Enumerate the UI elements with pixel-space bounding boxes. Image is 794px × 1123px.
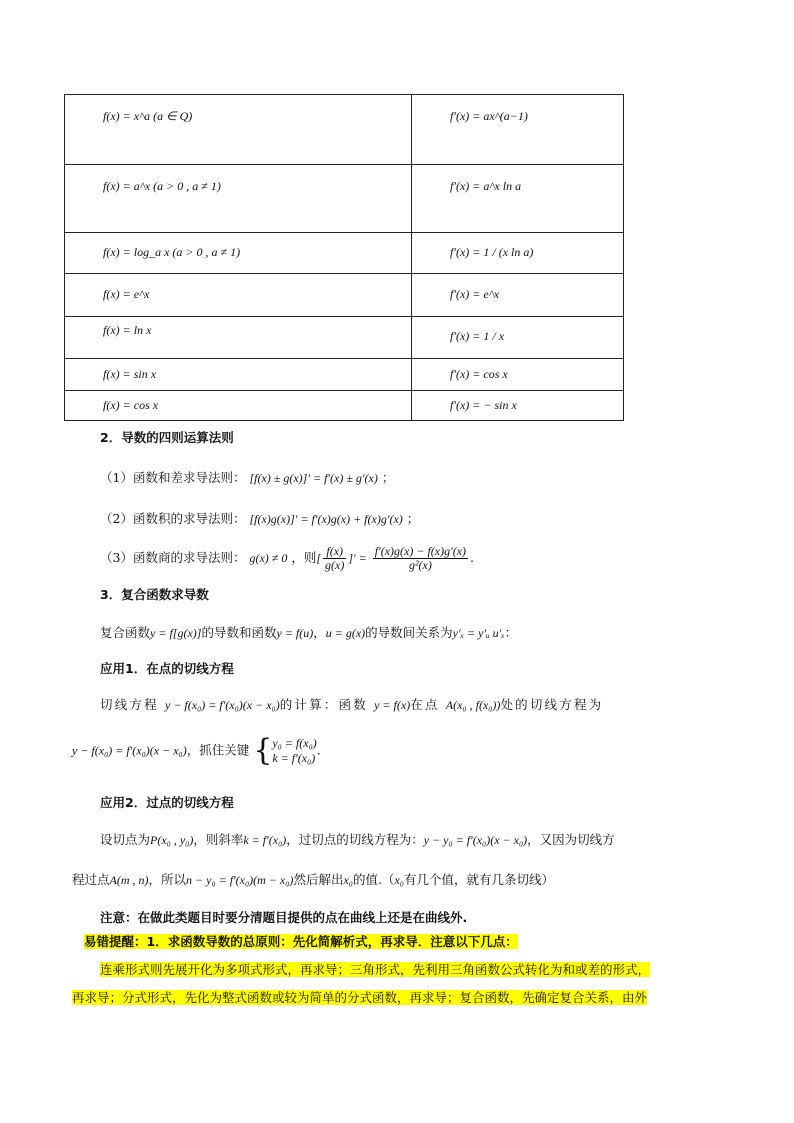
table-cell-right: f′(x) = a^x ln a bbox=[450, 179, 522, 193]
rule-label: （1）函数和差求导法则： bbox=[100, 470, 246, 485]
fraction: $\frac{f'(x)g(x) - f(x)g'(x)}{\text{g²(x)}}$ bbox=[374, 544, 467, 572]
paragraph: y − f(x₀) = f′(x₀)(x − x₀)，抓住关键 { y₀ = f(x₀) k = f′(x₀) . bbox=[72, 733, 321, 768]
table-cell-left: f(x) = a^x (a > 0 , a ≠ 1) bbox=[103, 179, 221, 193]
rule-label: （2）函数积的求导法则： bbox=[100, 511, 246, 526]
table-row bbox=[65, 95, 624, 165]
section-heading: 2．导数的四则运算法则 bbox=[100, 430, 234, 445]
rule-formula: [f(x)g(x)]′ = f′(x)g(x) + f(x)g′(x) bbox=[249, 512, 403, 526]
table-cell-left: f(x) = cos x bbox=[103, 398, 159, 412]
table-row bbox=[65, 391, 624, 421]
paragraph: 复合函数y = f[g(x)]的导数和函数y = f(u)，u = g(x)的导数间关系为y′ₓ = y′ᵤ u′ₓ： bbox=[100, 625, 518, 640]
rule-formula: [f(x) ± g(x)]′ = f′(x) ± g′(x) bbox=[249, 471, 378, 485]
section-heading: 3．复合函数求导数 bbox=[100, 587, 209, 602]
rule-condition: g(x) ≠ 0 bbox=[249, 551, 288, 565]
paragraph: 切线方程 y − f(x₀) = f′(x₀)(x − x₀)的计算：函数 y = f(x)在点 A(x₀ , f(x₀))处的切线方程为 bbox=[100, 697, 604, 712]
rule-line: （3）函数商的求导法则： g(x) ≠ 0 ，则[ $\frac{f(x)}{g(x)}$ ]′ = $\frac{f'(x)g(x) - f(x)g'(x)}{\text{g²(x)}}$ . bbox=[100, 544, 475, 572]
paragraph: 设切点为P(x₀ , y₀)，则斜率k = f′(x₀)，过切点的切线方程为：y − y₀ = f′(x₀)(x − x₀)，又因为切线方 bbox=[100, 832, 615, 847]
table-cell-right: f′(x) = 1 / x bbox=[450, 329, 505, 343]
table-row bbox=[65, 317, 624, 359]
derivative-table bbox=[64, 94, 624, 421]
tip-line: 再求导；分式形式，先化为整式函数或较为简单的分式函数，再求导；复合函数，先确定复合关系，由外 bbox=[72, 990, 648, 1005]
rule-line: （2）函数积的求导法则： [f(x)g(x)]′ = f′(x)g(x) + f(x)g′(x) ； bbox=[100, 511, 420, 526]
table-cell-right: f′(x) = cos x bbox=[450, 367, 508, 381]
table-row bbox=[65, 233, 624, 274]
table-cell-right: f′(x) = e^x bbox=[450, 287, 500, 301]
table-cell-right: f′(x) = 1 / (x ln a) bbox=[450, 245, 534, 259]
table-cell-left: f(x) = ln x bbox=[103, 323, 152, 337]
fraction: $\frac{f(x)}{g(x)}$ bbox=[325, 544, 345, 572]
table-row bbox=[65, 274, 624, 317]
rule-line: （1）函数和差求导法则： [f(x) ± g(x)]′ = f′(x) ± g′(x) ； bbox=[100, 470, 395, 485]
tip-heading: 易错提醒：1．求函数导数的总原则：先化简解析式，再求导．注意以下几点： bbox=[84, 934, 518, 949]
table-row bbox=[65, 359, 624, 391]
rule-label: （3）函数商的求导法则： bbox=[100, 550, 246, 565]
table-cell-left: f(x) = x^a (a ∈ Q) bbox=[103, 109, 193, 123]
section-heading: 应用2．过点的切线方程 bbox=[100, 795, 234, 810]
paragraph: 程过点A(m , n)，所以n − y₀ = f′(x₀)(m − x₀)然后解出x₀的值.（x₀有几个值，就有几条切线） bbox=[72, 872, 554, 887]
table-cell-right: f′(x) = ax^(a−1) bbox=[450, 109, 528, 123]
note-text: 注意：在做此类题目时要分清题目提供的点在曲线上还是在曲线外. bbox=[100, 910, 468, 925]
equation-system: { y₀ = f(x₀) k = f′(x₀) bbox=[253, 733, 317, 768]
table-cell-right: f′(x) = − sin x bbox=[450, 398, 517, 412]
tip-line: 连乘形式则先展开化为多项式形式，再求导；三角形式，先利用三角函数公式转化为和或差的形式， bbox=[100, 962, 651, 977]
table-row bbox=[65, 165, 624, 233]
table-cell-left: f(x) = e^x bbox=[103, 287, 150, 301]
table-cell-left: f(x) = log_a x (a > 0 , a ≠ 1) bbox=[103, 245, 241, 259]
table-cell-left: f(x) = sin x bbox=[103, 367, 157, 381]
section-heading: 应用1．在点的切线方程 bbox=[100, 661, 234, 676]
